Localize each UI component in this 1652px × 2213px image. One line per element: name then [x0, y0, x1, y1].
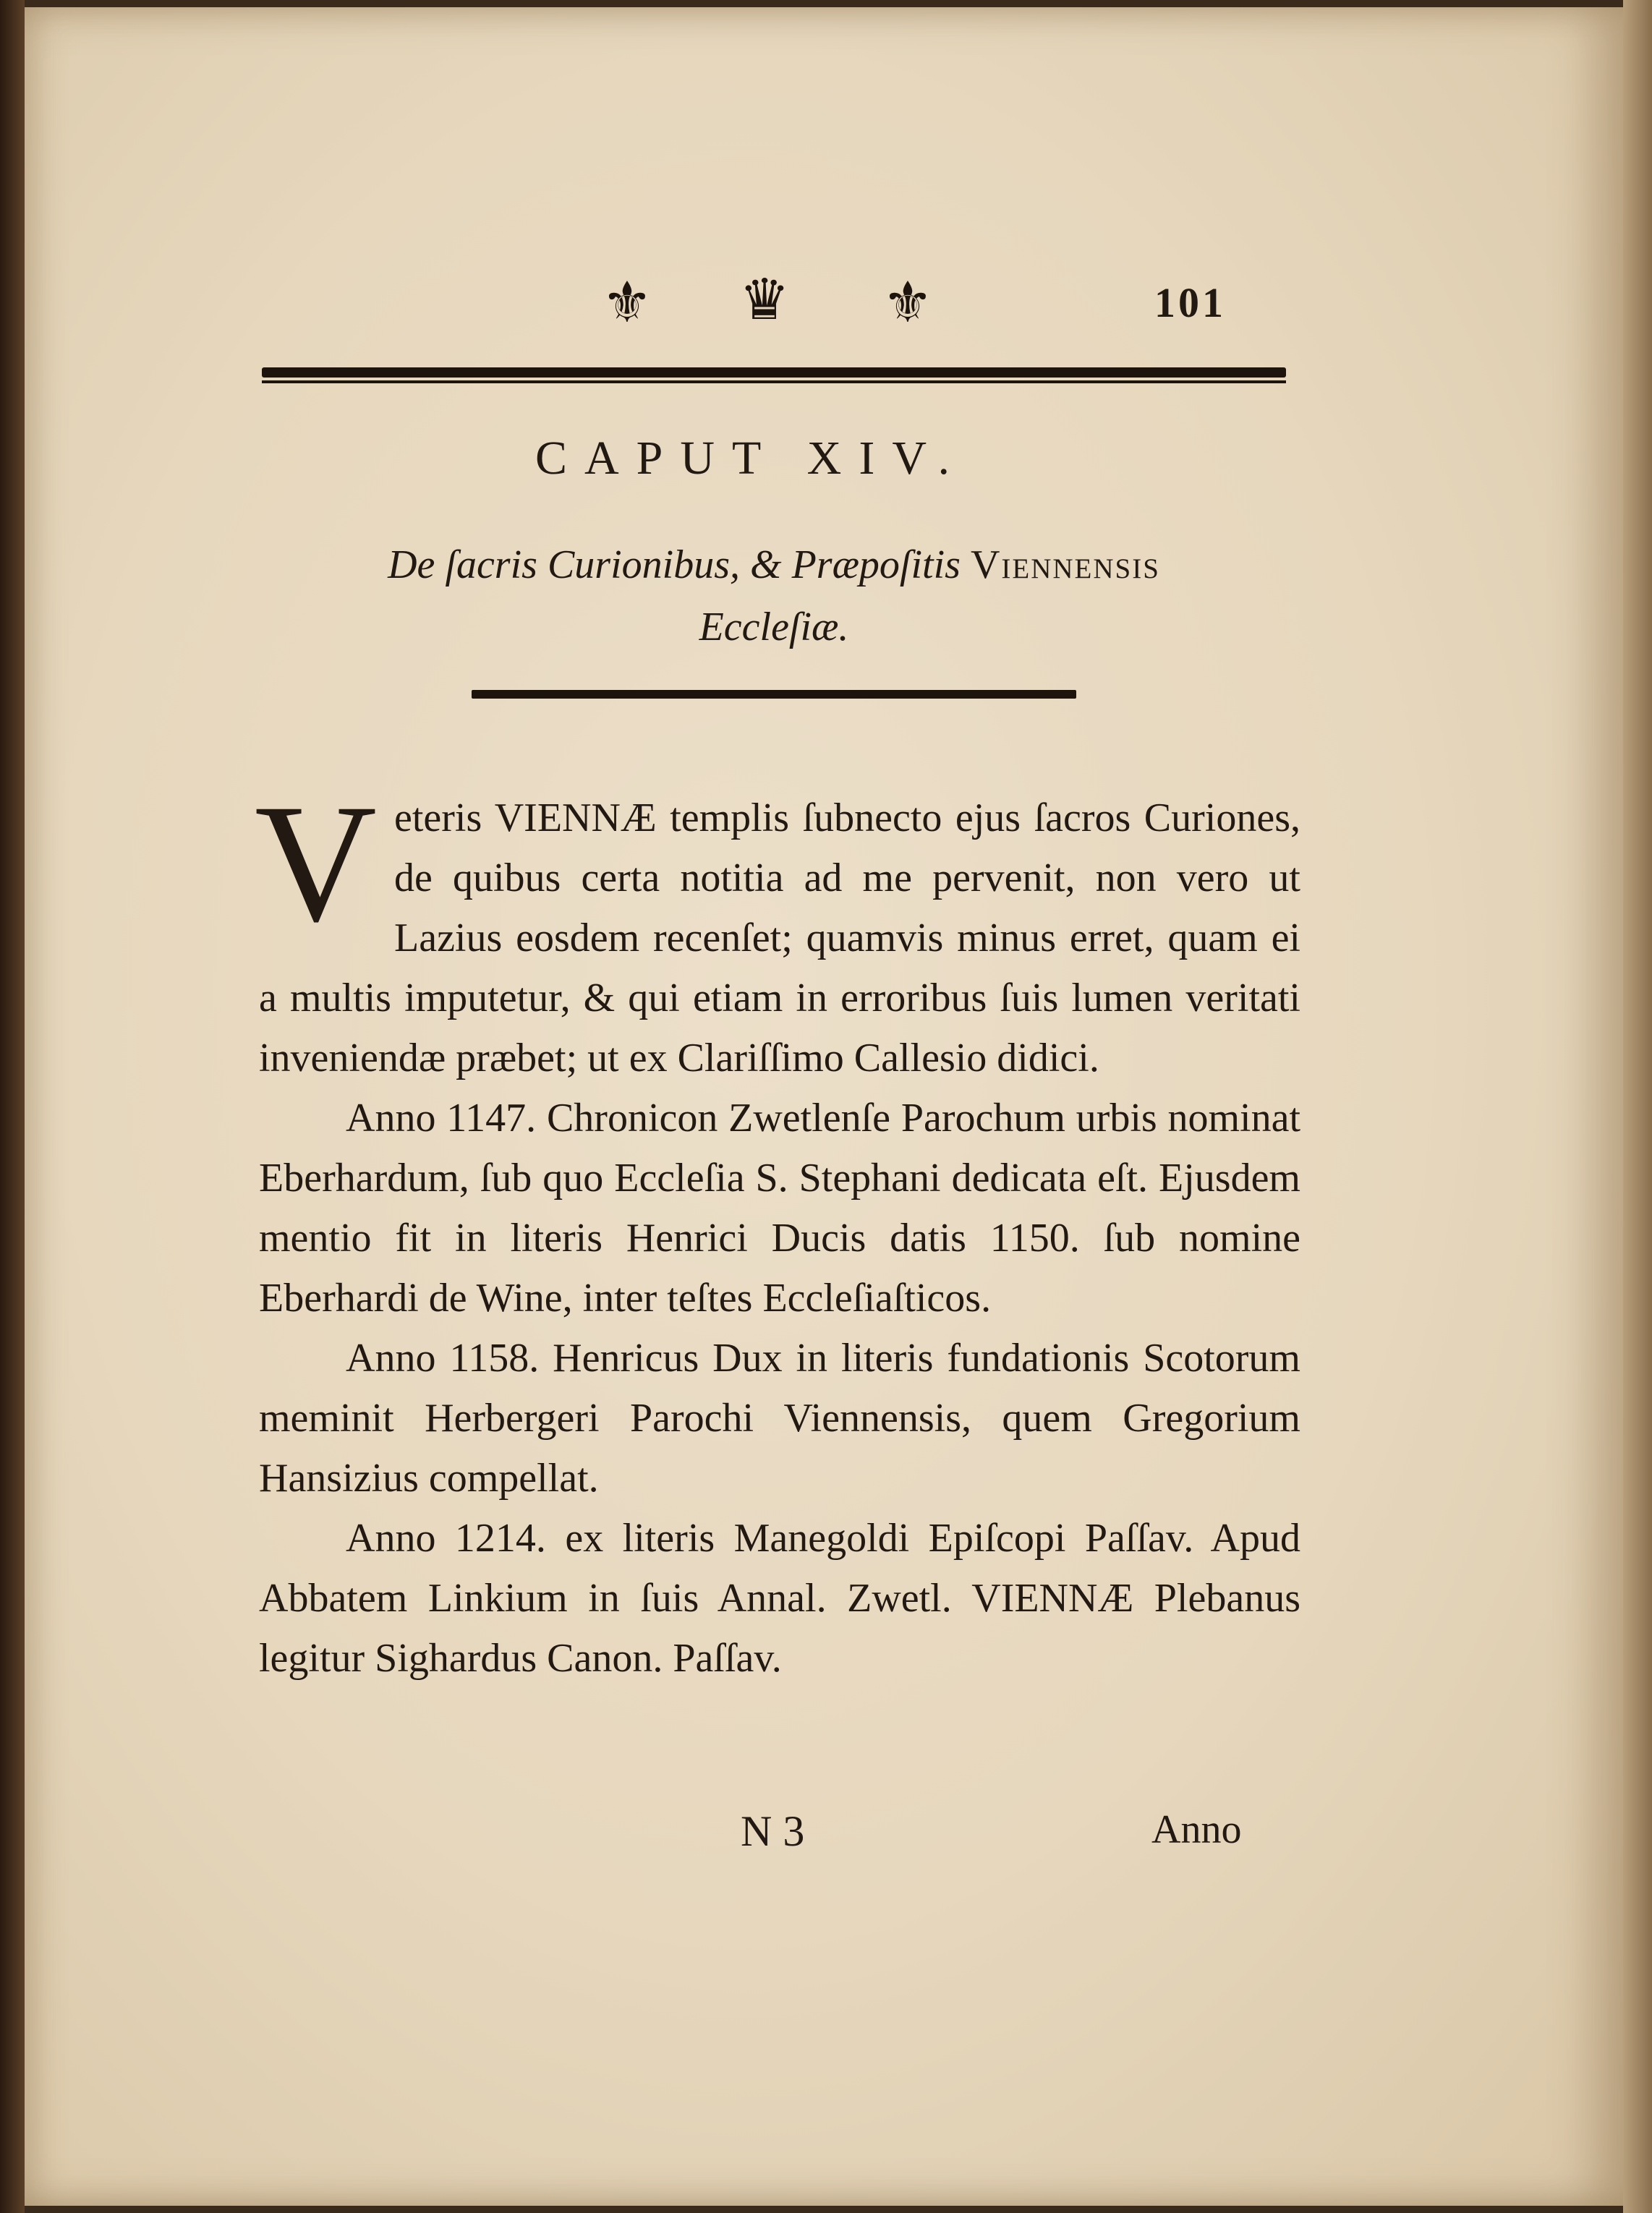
page-stack-edge	[1623, 0, 1652, 2213]
paragraph	[259, 1509, 1300, 1689]
fleuron-icon: ⚜	[602, 270, 652, 336]
paragraph-text: Anno 1147. Chronicon Zwetlenſe Parochum urbis nominat Eberhardum, ſub quo Eccleſia S. Stephani dedicata eſt. Ejusdem mentio fit in literis Henrici Ducis datis 1150. ſub nomine Eberhardi de Wine, inter teſtes Eccleſiaſticos.	[259, 1096, 1300, 1321]
catchword: Anno	[1151, 1807, 1242, 1852]
book-binding-edge	[0, 0, 25, 2213]
paragraph	[259, 1329, 1300, 1509]
subtitle-part-1: De ſacris Curionibus, & Præpoſitis	[388, 542, 961, 587]
body-text	[255, 769, 1300, 1689]
drop-cap: V	[255, 769, 377, 957]
chapter-title: CAPUT XIV.	[535, 432, 967, 485]
chapter-subtitle	[260, 534, 1287, 658]
subtitle-part-2: Eccleſiæ.	[699, 605, 849, 649]
section-rule	[472, 690, 1076, 699]
paragraph-text: eteris VIENNÆ templis ſubnecto ejus ſacros Curiones, de quibus certa notitia ad me pervenit, non vero ut Lazius eosdem recenſet; quamvis minus erret, quam ei a multis imputetur, & qui etiam in erroribus ſuis lumen veritati inveniendæ præbet; ut ex Clariſſimo Callesio didici.	[259, 796, 1300, 1080]
paragraph-text: Anno 1214. ex literis Manegoldi Epiſcopi Paſſav. Apud Abbatem Linkium in ſuis Annal. Zwetl. VIENNÆ Plebanus legitur Sighardus Canon. Paſſav.	[259, 1516, 1300, 1681]
page-number: 101	[1154, 279, 1226, 326]
fleuron-icon: ⚜	[882, 270, 933, 336]
crown-icon: ♛	[739, 268, 790, 333]
signature-mark: N 3	[741, 1807, 805, 1855]
header-rule-thin	[262, 380, 1286, 383]
paragraph	[259, 1088, 1300, 1329]
header-rule	[262, 367, 1286, 378]
paragraph	[255, 769, 1300, 1088]
subtitle-smallcaps: Viennensis	[970, 542, 1160, 587]
paragraph-text: Anno 1158. Henricus Dux in literis fundationis Scotorum meminit Herbergeri Parochi Viennensis, quem Gregorium Hansizius compellat.	[259, 1336, 1300, 1501]
